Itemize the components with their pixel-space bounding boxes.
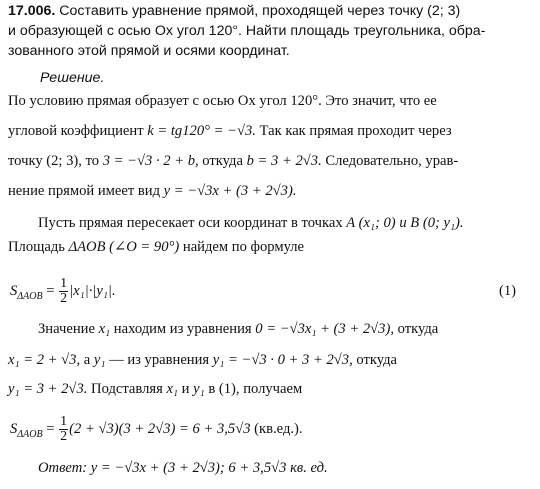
p3-text-1c: откуда xyxy=(393,321,439,337)
solution-p2-line-2 xyxy=(8,238,532,256)
p2-text-2a: Площадь xyxy=(8,239,69,255)
y1-ref: y₁ xyxy=(193,381,205,397)
result-fraction xyxy=(59,415,68,444)
result-unit: (кв.ед.). xyxy=(250,421,303,437)
p1-text-3a: точку (2; 3), то xyxy=(8,153,103,169)
p3-text-3a: Подставляя xyxy=(87,381,167,397)
p3-text-2b: — из уравнения xyxy=(105,352,213,368)
p3-text-1b: находим из уравнения xyxy=(110,321,256,337)
answer-text: y = −√3x + (3 + 2√3); 6 + 3,5√3 кв. ед. xyxy=(87,460,328,476)
formula-area-result xyxy=(10,414,530,450)
problem-statement-line-1 xyxy=(8,2,540,20)
triangle-notation: ΔAOB (∠O = 90°) xyxy=(68,239,180,255)
result-rhs: (2 + √3)(3 + 2√3) = 6 + 3,5√3 xyxy=(69,421,251,437)
result-eq: = xyxy=(42,421,59,437)
problem-text-3: зованного этой прямой и осями координат. xyxy=(8,43,290,59)
p3-text-2c: откуда xyxy=(352,352,398,368)
p3-text-1a: Значение xyxy=(38,321,99,337)
p3-text-3b: и xyxy=(178,381,194,397)
x1-ref: x₁ xyxy=(166,381,179,397)
formula-label: (1) xyxy=(498,283,516,299)
problem-statement-line-3 xyxy=(8,42,540,60)
problem-number: 17.006. xyxy=(8,3,56,19)
x1-variable: x₁ xyxy=(98,321,111,337)
formula-area-lhs: S xyxy=(10,283,18,299)
fraction-numerator: 1 xyxy=(60,276,68,292)
solution-p1-line-3 xyxy=(8,152,532,170)
solution-p1-line-4 xyxy=(8,182,532,200)
solution-heading: Решение. xyxy=(40,70,105,86)
solution-p3-line-1 xyxy=(38,320,532,338)
formula-area-rhs: |x₁|·|y₁|. xyxy=(69,283,116,299)
y1-value: y₁ = 3 + 2√3. xyxy=(8,381,88,397)
formula-area-eq: = xyxy=(42,283,59,299)
p1-text-3c: Следовательно, урав- xyxy=(321,153,459,169)
result-lhs: S xyxy=(10,421,18,437)
result-fraction-numerator: 1 xyxy=(60,414,68,430)
solution-p1-line-2 xyxy=(8,122,532,140)
x1-value: x₁ = 2 + √3, xyxy=(8,352,81,368)
problem-text-1: Составить уравнение прямой, проходящей через точку (2; 3) xyxy=(55,3,461,19)
line-equation: y = −√3x + (3 + 2√3). xyxy=(163,183,297,199)
intercept-equation: b = 3 + 2√3. xyxy=(246,153,322,169)
point-equation: 3 = −√3 · 2 + b, xyxy=(102,153,199,169)
p1-text-3b: откуда xyxy=(198,153,247,169)
x1-equation: 0 = −√3x₁ + (3 + 2√3), xyxy=(255,321,394,337)
p3-text-3c: в (1), получаем xyxy=(204,381,303,397)
result-subscript: ΔAOB xyxy=(17,428,43,440)
p1-text-2b: Так как прямая проходит через xyxy=(255,123,452,139)
solution-p3-line-2 xyxy=(8,351,532,369)
formula-area xyxy=(10,276,530,312)
answer-label: Ответ: xyxy=(38,460,88,476)
p3-text-2a: а xyxy=(80,352,94,368)
p1-text-4a: нение прямой имеет вид xyxy=(8,183,164,199)
result-fraction-denominator: 2 xyxy=(60,429,68,445)
fraction-one-half xyxy=(59,277,68,306)
solution-p2-line-1 xyxy=(38,214,532,232)
p2-text-1a: Пусть прямая пересекает оси координат в точках xyxy=(38,215,347,231)
solution-p1-line-1 xyxy=(8,92,532,110)
p1-text-2a: угловой коэффициент xyxy=(8,123,148,139)
slope-equation: k = tg120° = −√3. xyxy=(147,123,256,139)
y1-equation: y₁ = −√3 · 0 + 3 + 2√3, xyxy=(212,352,353,368)
problem-text-2: и образующей с осью Ox угол 120°. Найти площадь треугольника, обра- xyxy=(8,23,486,39)
answer-line xyxy=(38,459,532,477)
intersection-points: A (x₁; 0) и B (0; y₁). xyxy=(346,215,464,231)
p2-text-2b: найдем по формуле xyxy=(179,239,305,255)
formula-area-subscript: ΔAOB xyxy=(17,290,43,302)
fraction-denominator: 2 xyxy=(60,291,68,307)
solution-p3-line-3 xyxy=(8,380,532,398)
p1-text-1: По условию прямая образует с осью Ox угол 120°. Это значит, что ее xyxy=(8,93,437,109)
y1-variable: y₁ xyxy=(93,352,106,368)
problem-statement-line-2 xyxy=(8,22,540,40)
